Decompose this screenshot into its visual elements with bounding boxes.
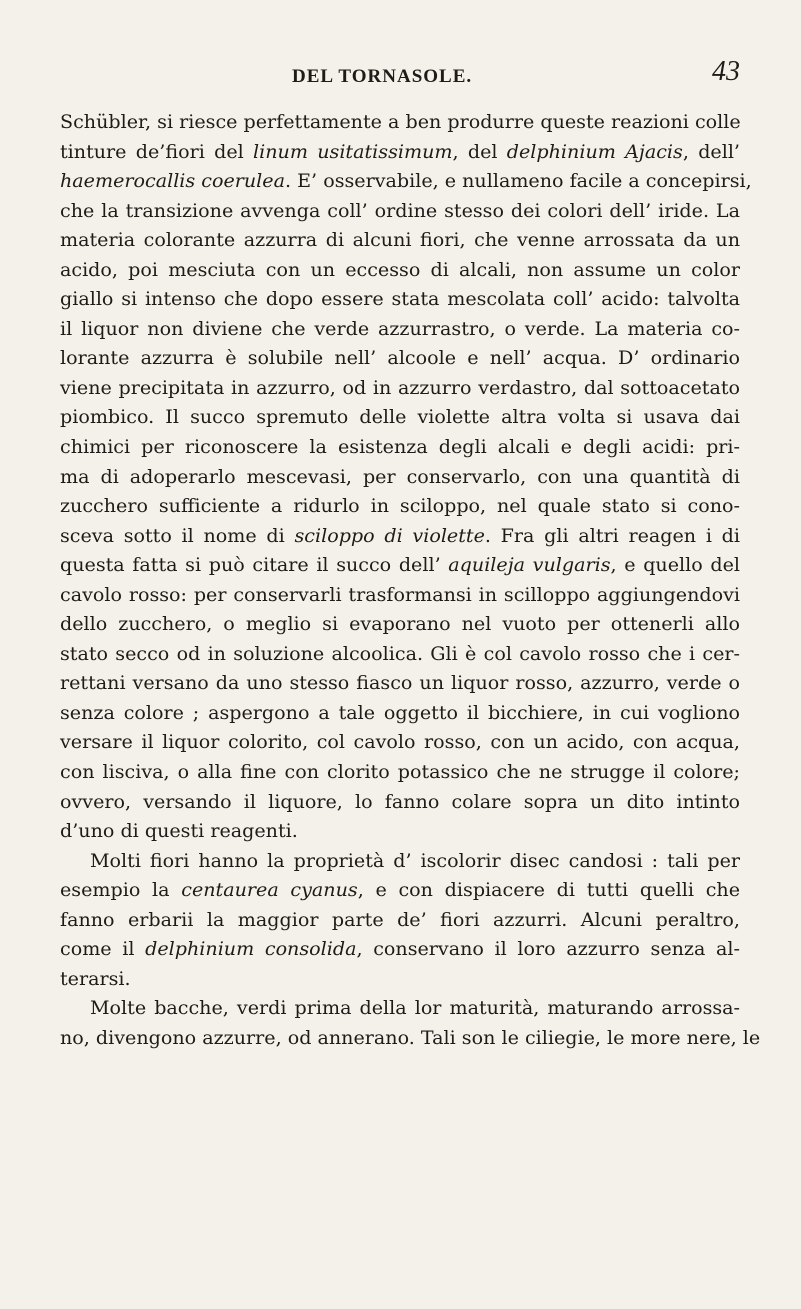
text-line <box>60 491 740 521</box>
text-line <box>60 905 740 935</box>
text-run: come il <box>60 937 146 961</box>
text-run: Schübler, si riesce perfettamente a ben produrre queste reazioni colle <box>60 110 741 133</box>
italic-term: aquileja vulgaris <box>448 553 611 577</box>
text-line <box>60 196 740 226</box>
text-run: dello zucchero, o meglio si evaporano nel vuoto per ottenerli allo <box>60 612 740 636</box>
text-run: . Fra gli altri reagen i di <box>484 523 740 547</box>
text-line <box>60 314 740 344</box>
text-run: d’uno di questi reagenti. <box>60 819 298 843</box>
text-run: ovvero, versando il liquore, lo fanno colare sopra un dito intinto <box>60 789 740 813</box>
text-line <box>60 550 740 580</box>
text-run: fanno erbarii la maggior parte de’ fiori azzurri. Alcuni peraltro, <box>60 907 740 931</box>
italic-term: delphinium consolida <box>145 937 357 961</box>
text-run: , e quello del <box>610 553 741 577</box>
text-run: che la transizione avvenga coll’ ordine stesso dei colori dell’ iride. La <box>60 198 740 222</box>
text-line <box>60 166 752 196</box>
text-line <box>60 521 740 551</box>
text-run: con lisciva, o alla fine con clorito potassico che ne strugge il colore; <box>60 760 740 784</box>
text-run: no, divengono azzurre, od annerano. Tali son le ciliegie, le more nere, le <box>60 1025 761 1049</box>
text-run: zucchero sufficiente a ridurlo in sciloppo, nel quale stato si cono- <box>60 494 740 518</box>
text-run: versare il liquor colorito, col cavolo rosso, con un acido, con acqua, <box>60 730 740 754</box>
text-line <box>60 727 740 757</box>
text-line <box>60 137 740 167</box>
text-line <box>60 816 740 846</box>
text-run: senza colore ; aspergono a tale oggetto il bicchiere, in cui vogliono <box>60 700 740 724</box>
text-line <box>60 373 740 403</box>
text-line <box>60 668 740 698</box>
text-line <box>60 875 740 905</box>
text-run: chimici per riconoscere la esistenza degli alcali e degli acidi: pri- <box>60 435 740 459</box>
text-run: sceva sotto il nome di <box>60 523 295 547</box>
text-line <box>60 225 740 255</box>
text-run: tinture de’fiori del <box>60 139 254 163</box>
text-line <box>60 107 740 137</box>
text-line <box>60 462 740 492</box>
text-line <box>60 757 740 787</box>
text-line <box>60 639 740 669</box>
text-line <box>60 609 740 639</box>
italic-term: haemerocallis coerulea <box>60 169 285 193</box>
text-run: materia colorante azzurra di alcuni fiori, che venne arrossata da un <box>60 228 740 252</box>
text-run: piombico. Il succo spremuto delle violette altra volta si usava dai <box>60 405 740 429</box>
text-run: , conservano il loro azzurro senza al- <box>356 937 740 961</box>
text-line <box>60 343 740 373</box>
text-run: , e con dispiacere di tutti quelli che <box>357 878 740 902</box>
italic-term: delphinium Ajacis <box>506 139 683 163</box>
text-line <box>60 698 740 728</box>
text-run: giallo si intenso che dopo essere stata mescolata coll’ acido: talvolta <box>60 287 740 311</box>
text-run: cavolo rosso: per conservarli trasformansi in scilloppo aggiungendovi <box>60 582 740 606</box>
text-run: Molte bacche, verdi prima della lor maturità, maturando arrossa- <box>90 996 740 1020</box>
text-line <box>60 432 740 462</box>
text-run: acido, poi mesciuta con un eccesso di alcali, non assume un color <box>60 257 740 281</box>
text-line <box>60 1023 761 1053</box>
text-line <box>60 964 740 994</box>
text-run: , del <box>452 139 507 163</box>
text-run: lorante azzurra è solubile nell’ alcoole e nell’ acqua. D’ ordinario <box>60 346 740 370</box>
text-run: ma di adoperarlo mescevasi, per conservarlo, con una quantità di <box>60 464 740 488</box>
page-number: 43 <box>712 56 740 87</box>
text-run: rettani versano da uno stesso fiasco un liquor rosso, azzurro, verde o <box>60 671 740 695</box>
italic-term: centaurea cyanus <box>181 878 358 902</box>
text-run: viene precipitata in azzurro, od in azzurro verdastro, dal sottoacetato <box>60 375 740 399</box>
paragraph <box>60 107 752 846</box>
text-run: stato secco od in soluzione alcoolica. Gli è col cavolo rosso che i cer- <box>60 641 740 665</box>
text-run: , dell’ <box>682 139 740 163</box>
text-line <box>60 580 740 610</box>
text-run: . E’ osservabile, e nullameno facile a concepirsi, <box>284 169 752 193</box>
text-run: questa fatta si può citare il succo dell’ <box>60 553 449 577</box>
text-line <box>60 255 740 285</box>
text-line <box>60 284 740 314</box>
text-run: Molti fiori hanno la proprietà d’ iscolorir disec candosi : tali per <box>90 848 740 872</box>
text-run: esempio la <box>60 878 182 902</box>
text-run: il liquor non diviene che verde azzurrastro, o verde. La materia co- <box>60 316 740 340</box>
italic-term: linum usitatissimum <box>253 139 453 163</box>
text-line <box>60 934 740 964</box>
text-line <box>60 993 740 1023</box>
italic-term: sciloppo di violette <box>294 523 485 547</box>
text-line <box>60 402 740 432</box>
body-text <box>60 107 761 1053</box>
text-line <box>60 846 740 876</box>
text-line <box>60 787 740 817</box>
paragraph <box>60 846 740 994</box>
text-run: terarsi. <box>60 966 131 990</box>
paragraph <box>60 993 761 1052</box>
running-head: DEL TORNASOLE. <box>292 66 473 87</box>
